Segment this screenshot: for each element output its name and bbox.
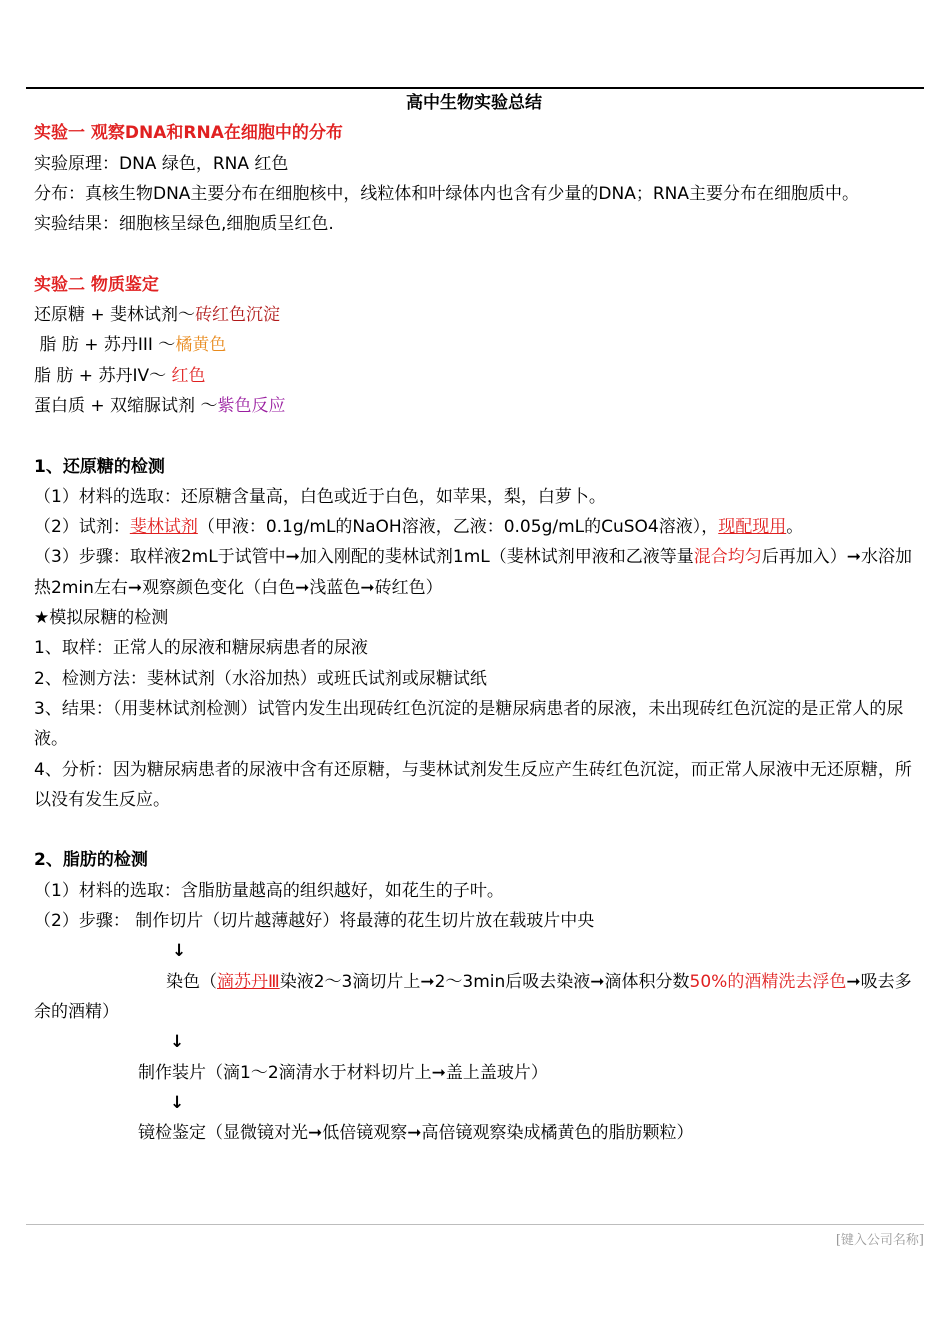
fat-mount-step: 制作装片（滴1～2滴清水于材料切片上➞盖上盖玻片） [138,1062,548,1083]
reaction-result: 砖红色沉淀 [195,305,281,326]
exp1-result: 实验结果：细胞核呈绿色,细胞质呈红色. [34,214,334,235]
text-run: （甲液：0.1g/mL的NaOH溶液，乙液：0.05g/mL的CuSO4溶液）， [197,517,719,538]
text-run: 后再加入）➞水浴加热2min左右➞观察颜色变化（白色➞浅蓝色➞砖红色） [34,547,913,598]
highlight-run: 现配现用 [718,517,787,538]
fat-material: （1）材料的选取：含脂肪量越高的组织越好，如花生的子叶。 [34,880,504,901]
text-run: 染液2～3滴切片上➞2～3min后吸去染液➞滴体积分数 [279,971,690,992]
highlight-run: 混合均匀 [693,547,762,568]
reaction-result: 紫色反应 [217,395,286,416]
sugar-material: （1）材料的选取：还原糖含量高，白色或近于白色，如苹果，梨，白萝卜。 [34,486,606,507]
fat-steps: （2）步骤： 制作切片（切片越薄越好）将最薄的花生切片放在载玻片中央 [34,911,595,932]
sugar-steps [34,542,914,603]
fat-stain-step [34,967,914,1028]
exp1-distribution: 分布：真核生物DNA主要分布在细胞核中，线粒体和叶绿体内也含有少量的DNA；RNA主要分布在细胞质中。 [34,183,860,204]
simulation-step: 2、检测方法：斐林试剂（水浴加热）或班氏试剂或尿糖试纸 [34,668,487,689]
footer-rule [26,1224,924,1225]
reaction-row [34,330,914,360]
exp2-heading: 实验二 物质鉴定 [34,274,159,295]
sugar-heading: 1、还原糖的检测 [34,456,165,477]
text-run: 染色（ [166,971,217,992]
reaction-left: 脂 肪 + 苏丹IV～ [34,365,172,386]
doc-title: 高中生物实验总结 [406,93,542,113]
reaction-row [34,300,914,330]
down-arrow-icon: ↓ [170,1092,185,1113]
simulation-step: 1、取样：正常人的尿液和糖尿病患者的尿液 [34,638,368,659]
down-arrow-icon: ↓ [170,1032,185,1053]
document-body [34,88,914,1148]
text-run: ➞吸去多余的酒精） [34,971,912,1022]
reaction-left: 蛋白质 + 双缩脲试剂 ～ [34,395,218,416]
text-run: （3）步骤：取样液2mL于试管中➞加入刚配的斐林试剂1mL（斐林试剂甲液和乙液等量 [34,547,694,568]
fat-observe-step: 镜检鉴定（显微镜对光➞低倍镜观察➞高倍镜观察染成橘黄色的脂肪颗粒） [138,1123,694,1144]
highlight-run: 斐林试剂 [129,517,198,538]
text-run: （2）试剂： [34,517,130,538]
fat-heading: 2、脂肪的检测 [34,850,148,871]
spacer [34,421,914,451]
reaction-row [34,361,914,391]
reaction-left: 脂 肪 + 苏丹III ～ [34,335,176,356]
highlight-run: 滴苏丹Ⅲ [217,971,280,992]
spacer [34,815,914,845]
spacer [34,239,914,269]
exp1-principle: 实验原理：DNA 绿色，RNA 红色 [34,153,289,174]
simulation-heading: ★模拟尿糖的检测 [34,608,169,629]
sugar-reagent [34,512,914,542]
reaction-row [34,391,914,421]
simulation-step: 3、结果：（用斐林试剂检测）试管内发生出现砖红色沉淀的是糖尿病患者的尿液，未出现砖红色沉淀的是正常人的尿液。 [34,698,904,750]
exp1-heading: 实验一 观察DNA和RNA在细胞中的分布 [34,123,343,144]
highlight-run: 50%的酒精洗去浮色 [689,971,847,992]
reaction-result: 橘黄色 [175,335,227,356]
down-arrow-icon: ↓ [172,941,187,962]
company-name-placeholder[interactable]: [键入公司名称] [835,1233,924,1248]
text-run: 。 [786,517,804,538]
simulation-step: 4、分析：因为糖尿病患者的尿液中含有还原糖，与斐林试剂发生反应产生砖红色沉淀，而正常人尿液中无还原糖，所以没有发生反应。 [34,759,912,810]
reaction-result: 红色 [171,365,206,386]
reaction-left: 还原糖 + 斐林试剂～ [34,305,196,326]
